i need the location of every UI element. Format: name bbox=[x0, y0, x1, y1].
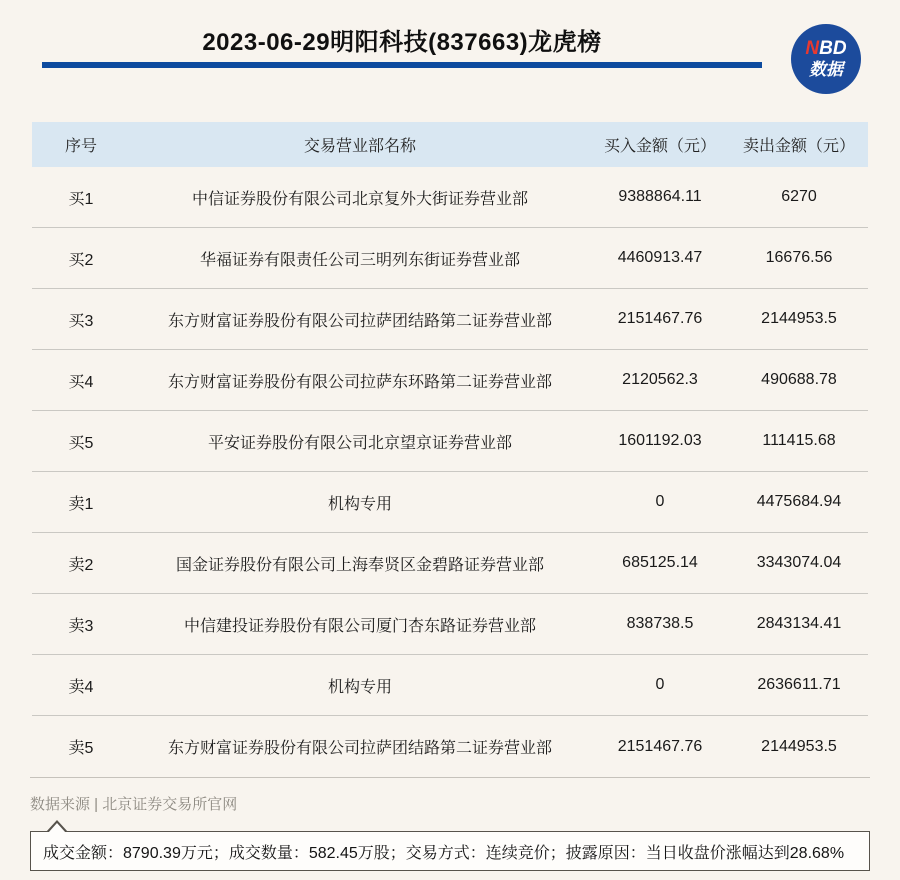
branch-name: 机构专用 bbox=[327, 678, 392, 696]
sell-amount: 16676.56 bbox=[765, 249, 833, 266]
nbd-logo-caption: 数据 bbox=[809, 60, 843, 80]
row-index: 卖3 bbox=[68, 617, 94, 635]
buy-amount: 9388864.11 bbox=[618, 188, 702, 205]
branch-name: 中信建投证券股份有限公司厦门杏东路证券营业部 bbox=[183, 617, 536, 635]
branch-name: 东方财富证券股份有限公司拉萨团结路第二证券营业部 bbox=[167, 312, 552, 330]
table-row bbox=[32, 167, 868, 228]
row-index: 买1 bbox=[68, 190, 94, 208]
header-cell-buy: 买入金额（元） bbox=[603, 138, 716, 155]
buy-amount: 2151467.76 bbox=[617, 310, 703, 327]
header-cell-name: 交易营业部名称 bbox=[303, 138, 416, 155]
buy-amount: 0 bbox=[655, 676, 665, 693]
header bbox=[0, 0, 900, 122]
sell-amount: 6270 bbox=[781, 188, 817, 205]
table-row bbox=[32, 716, 868, 777]
buy-amount: 1601192.03 bbox=[618, 432, 702, 449]
buy-amount: 2151467.76 bbox=[617, 737, 703, 755]
summary-bubble bbox=[30, 831, 870, 871]
nbd-logo-bd: BD bbox=[819, 38, 847, 60]
sell-amount: 2144953.5 bbox=[761, 310, 837, 327]
row-index: 卖2 bbox=[68, 556, 94, 574]
sell-amount: 2144953.5 bbox=[761, 737, 837, 755]
sell-amount: 3343074.04 bbox=[756, 554, 842, 571]
table-row bbox=[32, 411, 868, 472]
sell-amount: 111415.68 bbox=[762, 432, 836, 449]
header-cell-sell: 卖出金额（元） bbox=[742, 138, 855, 155]
lhb-table bbox=[32, 122, 868, 777]
buy-amount: 2120562.3 bbox=[622, 371, 698, 388]
bubble-pointer-icon bbox=[46, 820, 70, 832]
table-header bbox=[32, 122, 868, 167]
nbd-logo bbox=[791, 24, 861, 94]
bubble-pointer-inner bbox=[48, 823, 66, 833]
footer-divider bbox=[30, 777, 870, 778]
sell-amount: 2843134.41 bbox=[756, 615, 842, 632]
buy-amount: 685125.14 bbox=[622, 554, 698, 571]
header-cell-index: 序号 bbox=[64, 138, 97, 155]
branch-name: 东方财富证券股份有限公司拉萨团结路第二证券营业部 bbox=[167, 740, 552, 757]
buy-amount: 838738.5 bbox=[626, 615, 694, 632]
row-index: 买3 bbox=[68, 312, 94, 330]
branch-name: 中信证券股份有限公司北京复外大街证券营业部 bbox=[191, 190, 528, 208]
nbd-logo-text bbox=[805, 38, 846, 60]
data-source: 数据来源 | 北京证券交易所官网 bbox=[30, 796, 238, 813]
sell-amount: 4475684.94 bbox=[756, 493, 842, 510]
table-row bbox=[32, 472, 868, 533]
row-index: 卖1 bbox=[68, 495, 94, 513]
table-row bbox=[32, 655, 868, 716]
nbd-logo-n: N bbox=[805, 38, 820, 60]
branch-name: 国金证券股份有限公司上海奉贤区金碧路证券营业部 bbox=[175, 556, 544, 574]
row-index: 卖4 bbox=[68, 678, 94, 696]
row-index: 买2 bbox=[68, 251, 94, 269]
row-index: 买5 bbox=[68, 434, 94, 452]
table-row bbox=[32, 350, 868, 411]
branch-name: 机构专用 bbox=[327, 495, 392, 513]
summary-text: 成交金额：8790.39万元；成交数量：582.45万股；交易方式：连续竞价；披露原因：当日收盘价涨幅达到28.68% bbox=[43, 844, 845, 862]
buy-amount: 4460913.47 bbox=[617, 249, 703, 266]
branch-name: 平安证券股份有限公司北京望京证券营业部 bbox=[207, 434, 512, 452]
sell-amount: 490688.78 bbox=[761, 371, 837, 388]
table-row bbox=[32, 289, 868, 350]
branch-name: 东方财富证券股份有限公司拉萨东环路第二证券营业部 bbox=[167, 373, 552, 391]
buy-amount: 0 bbox=[655, 493, 665, 510]
row-index: 卖5 bbox=[68, 740, 94, 757]
table-row bbox=[32, 228, 868, 289]
table-row bbox=[32, 533, 868, 594]
row-index: 买4 bbox=[68, 373, 94, 391]
title-underline bbox=[42, 62, 762, 68]
branch-name: 华福证券有限责任公司三明列东街证券营业部 bbox=[199, 251, 520, 269]
table-row bbox=[32, 594, 868, 655]
page-title: 2023-06-29明阳科技(837663)龙虎榜 bbox=[202, 29, 602, 56]
sell-amount: 2636611.71 bbox=[757, 676, 841, 693]
